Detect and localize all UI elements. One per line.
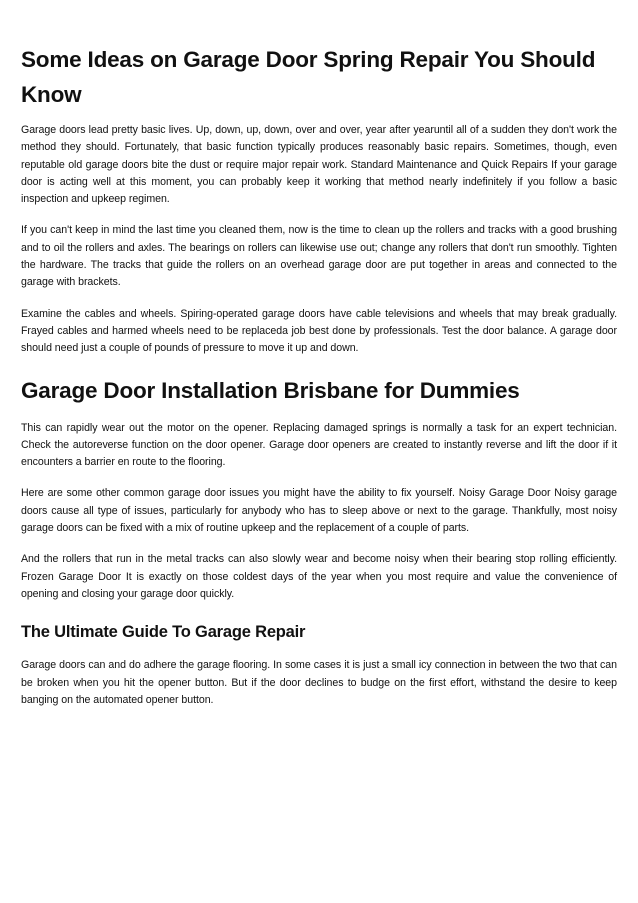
intro-paragraph-3: Examine the cables and wheels. Spiring-operated garage doors have cable televisions and wheels that may break gradually. Frayed cables and harmed wheels need to be replaceda job best done by professionals. Test the door balance. A garage door should need just a couple of pounds of pressure to move it up and down.	[21, 307, 617, 355]
installation-paragraph-3: And the rollers that run in the metal tracks can also slowly wear and become noisy when their bearing stop rolling efficiently. Frozen Garage Door It is exactly on those coldest days of the year when you most require and value the convenience of opening and closing your garage door quickly.	[21, 553, 617, 600]
installation-paragraph-2: Here are some other common garage door issues you might have the ability to fix yourself. Noisy Garage Door Noisy garage doors cause all type of issues, particularly for anybody who has to sleep above or next to the garage. Thankfully, most noisy garage doors can be fixed with a mix of routine upkeep and the replacement of a couple of parts.	[21, 487, 617, 535]
document-page	[21, 42, 617, 723]
ultimate-guide-paragraph-1: Garage doors can and do adhere the garage flooring. In some cases it is just a small icy connection in between the two that can be broken when you hit the opener button. But if the door declines to budge on the first effort, withstand the desire to keep banging on the automated opener button.	[21, 659, 617, 706]
section-heading-ultimate-guide: The Ultimate Guide To Garage Repair	[21, 623, 306, 642]
article-title: Some Ideas on Garage Door Spring Repair You Should Know	[21, 47, 596, 107]
section-heading-installation: Garage Door Installation Brisbane for Dummies	[21, 377, 520, 403]
intro-paragraph-2: If you can't keep in mind the last time you cleaned them, now is the time to clean up the rollers and tracks with a good brushing and to oil the rollers and axles. The bearings on rollers can likewise use out; change any rollers that don't run smoothly. Tighten the hardware. The tracks that guide the rollers on an overhead garage door are put together in areas and connected to the garage with brackets.	[21, 224, 617, 289]
installation-paragraph-1: This can rapidly wear out the motor on the opener. Replacing damaged springs is normally a task for an expert technician. Check the autoreverse function on the door opener. Garage door openers are created to instantly reverse and lift the door if it encounters a barrier en route to the flooring.	[21, 421, 617, 469]
intro-paragraph-1: Garage doors lead pretty basic lives. Up, down, up, down, over and over, year after yearuntil all of a sudden they don't work the method they should. Fortunately, that basic function typically produces reasonably basic repairs. Sometimes, though, even reputable old garage doors bite the dust or require major repair work. Standard Maintenance and Quick Repairs If your garage door is acting well at this moment, you can probably keep it working that method nearly indefinitely if you follow a basic inspection and upkeep regimen.	[21, 124, 617, 206]
